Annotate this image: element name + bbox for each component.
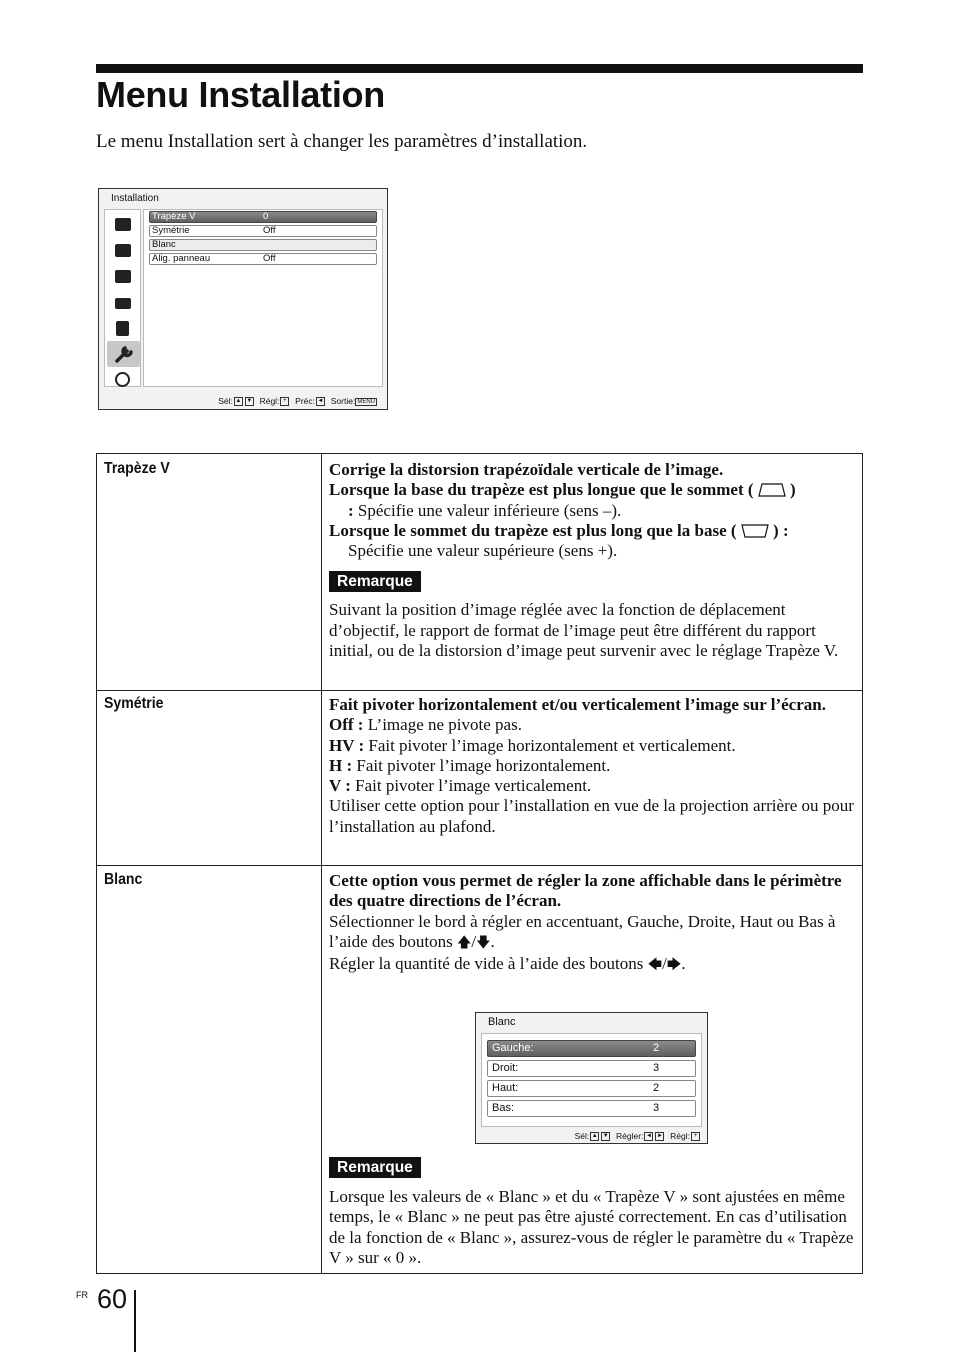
desc-blanc: Cette option vous permet de régler la zone affichable dans le périmètre des quatre directions de l’écran. Sélectionner le bord à régler en accentuant, Gauche, Droite, Haut ou Bas à l’aide des boutons 🡅/🡇. Régler la quantité de vide à l’aide des boutons 🡄/🡆.: [329, 871, 857, 976]
osd-sidebar: [104, 209, 141, 387]
list-icon: [114, 320, 132, 338]
osd-row-alig[interactable]: Alig. panneau Off: [149, 253, 377, 265]
osd-blanc-list: [481, 1033, 702, 1127]
page-title: Menu Installation: [96, 74, 385, 115]
settings-table: Trapèze V Corrige la distorsion trapézoïdale verticale de l’image. Lorsque la base du trapèze est plus longue que le sommet ( ) : Spécifie une valeur inférieure (sens –). Lorsque le sommet du trapèze est plus long que la base ( ) : Spécifie une valeur supérieure (sens +). Remarque Suivant la position d’image réglée avec la fonction de déplacement d’objectif, le rapport de format de l’image peut être différent du rapport initial, ou de la distorsion d’image peut survenir avec le réglage Trapèze V. Symétrie Fait pivoter horizontalement et/ou verticalement l’image sur l’écran. Off : L’image ne pivote pas. HV : Fait pivoter l’image horizontalement et verticalement. H : Fait pivoter l’image horizontalement. V : Fait pivoter l’image verticalement. Utiliser cette option pour l’installation en vue de la projection arrière ou pour l’installation au plafond. Blanc Cette option vous permet de régler la zone affichable dans le périmètre des quatre directions de l’écran. Sélectionner le bord à régler en accentuant, Gauche, Droite, Haut ou Bas à l’aide des boutons 🡅/🡇. Régler la quantité de vide à l’aide des boutons 🡄/🡆. Remarque Lorsque les valeurs de « Blanc » et du « Trapèze V » sont ajustées en même temps, le « Blanc » ne peut pas être ajusté correctement. En cas d’utilisation de la fonction de « Blanc », assurez-vous de régler le paramètre du « Trapèze V » sur « 0 ».: [96, 453, 863, 1274]
osd-blanc-title: Blanc: [488, 1016, 516, 1028]
desc-trapeze: Corrige la distorsion trapézoïdale verticale de l’image. Lorsque la base du trapèze est plus longue que le sommet ( ) : Spécifie une valeur inférieure (sens –). Lorsque le sommet du trapèze est plus long que la base ( ) : Spécifie une valeur supérieure (sens +). Remarque Suivant la position d’image réglée avec la fonction de déplacement d’objectif, le rapport de format de l’image peut être différent du rapport initial, ou de la distorsion d’image peut survenir avec le réglage Trapèze V.: [329, 460, 839, 661]
picture-settings-icon: [114, 242, 132, 260]
right-arrow-icon: 🡆: [666, 958, 682, 974]
left-arrow-icon: 🡄: [647, 958, 663, 974]
info-icon: [114, 372, 132, 390]
osd-row-trapeze[interactable]: Trapèze V 0: [149, 211, 377, 223]
blanc-row-droit[interactable]: Droit: 3: [487, 1060, 696, 1077]
wrench-icon: [107, 341, 140, 367]
blanc-row-haut[interactable]: Haut: 2: [487, 1080, 696, 1097]
blanc-menu-screenshot: [475, 1012, 708, 1144]
intro-text: Le menu Installation sert à changer les paramètres d’installation.: [96, 131, 588, 152]
screen-icon: [114, 268, 132, 286]
page-number: 60: [97, 1284, 128, 1314]
blanc-row-bas[interactable]: Bas: 3: [487, 1100, 696, 1117]
term-symetrie: Symétrie: [104, 695, 164, 712]
down-arrow-icon: 🡇: [476, 935, 491, 951]
title-rule: [96, 64, 863, 73]
osd-settings-list: [143, 209, 383, 387]
desc-symetrie: Fait pivoter horizontalement et/ou verticalement l’image sur l’écran. Off : L’image ne pivote pas. HV : Fait pivoter l’image horizontalement et verticalement. H : Fait pivoter l’image horizontalement. V : Fait pivoter l’image verticalement. Utiliser cette option pour l’installation en vue de la projection arrière ou pour l’installation au plafond.: [329, 695, 854, 836]
term-blanc: Blanc: [104, 871, 143, 888]
remark-label-2: Remarque: [329, 1157, 421, 1178]
page-language: FR: [76, 1290, 88, 1300]
term-trapeze: Trapèze V: [104, 460, 170, 477]
osd-row-symetrie[interactable]: Symétrie Off: [149, 225, 377, 237]
blanc-row-gauche[interactable]: Gauche: 2: [487, 1040, 696, 1057]
remark-label: Remarque: [329, 571, 421, 592]
osd-blanc-footer: Sél: ▲ ▼ Régler: ◄ ► Régl: +: [476, 1131, 707, 1141]
osd-row-blanc[interactable]: Blanc: [149, 239, 377, 251]
installation-menu-screenshot: [98, 188, 388, 410]
page-number-rule: [134, 1290, 136, 1352]
trapeze-wide-base-icon: [758, 483, 786, 497]
osd-footer: Sél: ▲ ▼ Régl: + Préc: ◄ Sortie: MENU: [218, 395, 375, 406]
up-arrow-icon: 🡅: [456, 935, 472, 951]
picture-icon: [114, 216, 132, 234]
trapeze-wide-top-icon: [741, 524, 769, 538]
toolbox-icon: [114, 294, 132, 312]
osd-title: Installation: [111, 193, 159, 204]
